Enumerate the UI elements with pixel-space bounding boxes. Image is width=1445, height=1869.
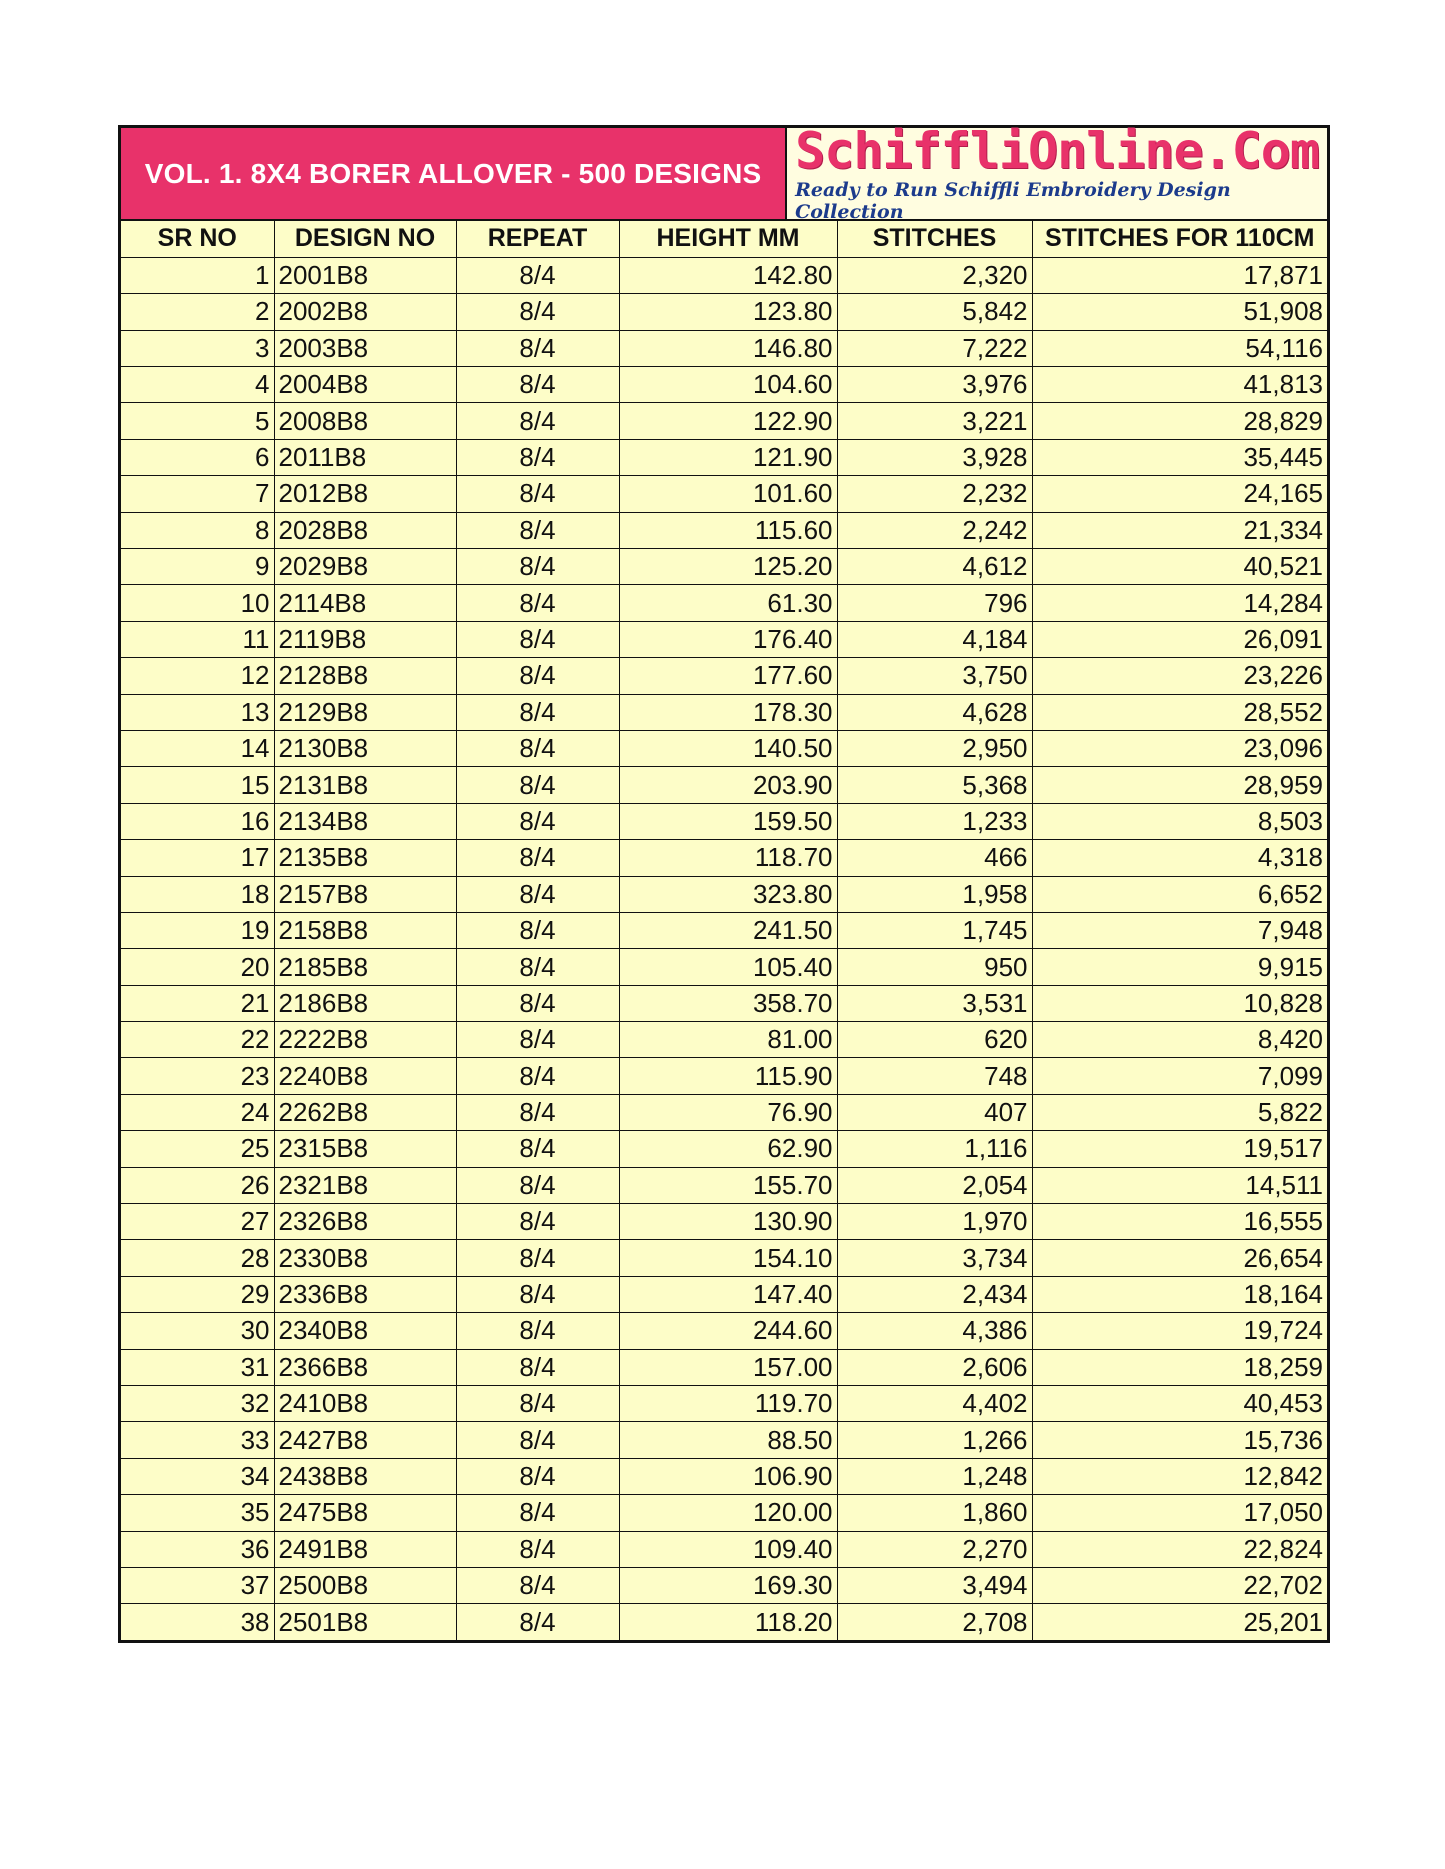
height-mm-cell: 115.60 xyxy=(619,512,837,548)
height-mm-cell: 358.70 xyxy=(619,985,837,1021)
column-header-stitches-110cm: STITCHES FOR 110CM xyxy=(1032,221,1327,257)
sr-no-cell: 9 xyxy=(121,549,274,585)
stitches-cell: 1,266 xyxy=(837,1422,1032,1458)
stitches-cell: 466 xyxy=(837,840,1032,876)
repeat-cell: 8/4 xyxy=(456,1094,619,1130)
height-mm-cell: 81.00 xyxy=(619,1022,837,1058)
sr-no-cell: 22 xyxy=(121,1022,274,1058)
sr-no-cell: 12 xyxy=(121,658,274,694)
stitches-cell: 4,628 xyxy=(837,694,1032,730)
repeat-cell: 8/4 xyxy=(456,1276,619,1312)
table-row xyxy=(121,730,1327,766)
stitches-110cm-cell: 19,517 xyxy=(1032,1131,1327,1167)
repeat-cell: 8/4 xyxy=(456,330,619,366)
table-row xyxy=(121,512,1327,548)
stitches-110cm-cell: 26,091 xyxy=(1032,621,1327,657)
sr-no-cell: 34 xyxy=(121,1458,274,1494)
table-row xyxy=(121,1349,1327,1385)
stitches-110cm-cell: 40,453 xyxy=(1032,1386,1327,1422)
repeat-cell: 8/4 xyxy=(456,621,619,657)
stitches-110cm-cell: 28,959 xyxy=(1032,767,1327,803)
design-list-sheet xyxy=(118,121,1330,1643)
sr-no-cell: 10 xyxy=(121,585,274,621)
stitches-cell: 2,270 xyxy=(837,1531,1032,1567)
height-mm-cell: 104.60 xyxy=(619,367,837,403)
table-row xyxy=(121,694,1327,730)
repeat-cell: 8/4 xyxy=(456,876,619,912)
height-mm-cell: 118.70 xyxy=(619,840,837,876)
stitches-cell: 3,531 xyxy=(837,985,1032,1021)
stitches-110cm-cell: 7,099 xyxy=(1032,1058,1327,1094)
table-row xyxy=(121,1022,1327,1058)
title-row xyxy=(121,121,1327,223)
sr-no-cell: 19 xyxy=(121,912,274,948)
stitches-110cm-cell: 4,318 xyxy=(1032,840,1327,876)
stitches-cell: 407 xyxy=(837,1094,1032,1130)
height-mm-cell: 119.70 xyxy=(619,1386,837,1422)
stitches-cell: 1,860 xyxy=(837,1495,1032,1531)
repeat-cell: 8/4 xyxy=(456,1167,619,1203)
repeat-cell: 8/4 xyxy=(456,1022,619,1058)
repeat-cell: 8/4 xyxy=(456,1240,619,1276)
stitches-110cm-cell: 5,822 xyxy=(1032,1094,1327,1130)
sr-no-cell: 3 xyxy=(121,330,274,366)
stitches-cell: 1,958 xyxy=(837,876,1032,912)
stitches-110cm-cell: 51,908 xyxy=(1032,294,1327,330)
height-mm-cell: 157.00 xyxy=(619,1349,837,1385)
height-mm-cell: 176.40 xyxy=(619,621,837,657)
stitches-110cm-cell: 26,654 xyxy=(1032,1240,1327,1276)
stitches-cell: 4,612 xyxy=(837,549,1032,585)
designs-table xyxy=(121,221,1327,1640)
height-mm-cell: 121.90 xyxy=(619,439,837,475)
stitches-cell: 4,184 xyxy=(837,621,1032,657)
stitches-cell: 1,233 xyxy=(837,803,1032,839)
stitches-cell: 950 xyxy=(837,949,1032,985)
design-no-cell: 2004B8 xyxy=(274,367,456,403)
sr-no-cell: 2 xyxy=(121,294,274,330)
stitches-110cm-cell: 17,871 xyxy=(1032,257,1327,293)
sr-no-cell: 26 xyxy=(121,1167,274,1203)
table-row xyxy=(121,294,1327,330)
sr-no-cell: 7 xyxy=(121,476,274,512)
height-mm-cell: 177.60 xyxy=(619,658,837,694)
design-no-cell: 2262B8 xyxy=(274,1094,456,1130)
height-mm-cell: 130.90 xyxy=(619,1204,837,1240)
logo-wordmark: SchiffliOnline.Com xyxy=(795,121,1319,180)
column-header-sr-no: SR NO xyxy=(121,221,274,257)
design-no-cell: 2008B8 xyxy=(274,403,456,439)
stitches-110cm-cell: 24,165 xyxy=(1032,476,1327,512)
table-row xyxy=(121,1276,1327,1312)
table-row xyxy=(121,367,1327,403)
stitches-cell: 2,606 xyxy=(837,1349,1032,1385)
height-mm-cell: 88.50 xyxy=(619,1422,837,1458)
design-no-cell: 2330B8 xyxy=(274,1240,456,1276)
stitches-cell: 796 xyxy=(837,585,1032,621)
brand-logo xyxy=(787,121,1327,223)
sr-no-cell: 25 xyxy=(121,1131,274,1167)
design-no-cell: 2114B8 xyxy=(274,585,456,621)
stitches-cell: 1,116 xyxy=(837,1131,1032,1167)
design-no-cell: 2003B8 xyxy=(274,330,456,366)
design-no-cell: 2222B8 xyxy=(274,1022,456,1058)
table-row xyxy=(121,1386,1327,1422)
column-header-design-no: DESIGN NO xyxy=(274,221,456,257)
stitches-cell: 2,242 xyxy=(837,512,1032,548)
table-row xyxy=(121,476,1327,512)
table-row xyxy=(121,949,1327,985)
stitches-cell: 3,494 xyxy=(837,1567,1032,1603)
sr-no-cell: 20 xyxy=(121,949,274,985)
table-row xyxy=(121,330,1327,366)
stitches-110cm-cell: 28,829 xyxy=(1032,403,1327,439)
height-mm-cell: 106.90 xyxy=(619,1458,837,1494)
design-no-cell: 2240B8 xyxy=(274,1058,456,1094)
stitches-cell: 3,221 xyxy=(837,403,1032,439)
design-no-cell: 2129B8 xyxy=(274,694,456,730)
sr-no-cell: 31 xyxy=(121,1349,274,1385)
repeat-cell: 8/4 xyxy=(456,1058,619,1094)
document-title: VOL. 1. 8X4 BORER ALLOVER - 500 DESIGNS xyxy=(121,128,787,219)
height-mm-cell: 122.90 xyxy=(619,403,837,439)
stitches-cell: 3,928 xyxy=(837,439,1032,475)
height-mm-cell: 125.20 xyxy=(619,549,837,585)
table-row xyxy=(121,1094,1327,1130)
stitches-110cm-cell: 23,226 xyxy=(1032,658,1327,694)
table-header-row xyxy=(121,221,1327,257)
height-mm-cell: 76.90 xyxy=(619,1094,837,1130)
repeat-cell: 8/4 xyxy=(456,730,619,766)
height-mm-cell: 101.60 xyxy=(619,476,837,512)
column-header-repeat: REPEAT xyxy=(456,221,619,257)
design-no-cell: 2475B8 xyxy=(274,1495,456,1531)
height-mm-cell: 109.40 xyxy=(619,1531,837,1567)
stitches-cell: 2,232 xyxy=(837,476,1032,512)
design-no-cell: 2001B8 xyxy=(274,257,456,293)
height-mm-cell: 62.90 xyxy=(619,1131,837,1167)
sr-no-cell: 35 xyxy=(121,1495,274,1531)
stitches-110cm-cell: 22,824 xyxy=(1032,1531,1327,1567)
sr-no-cell: 1 xyxy=(121,257,274,293)
stitches-110cm-cell: 17,050 xyxy=(1032,1495,1327,1531)
height-mm-cell: 159.50 xyxy=(619,803,837,839)
stitches-cell: 4,402 xyxy=(837,1386,1032,1422)
table-row xyxy=(121,621,1327,657)
stitches-110cm-cell: 28,552 xyxy=(1032,694,1327,730)
stitches-cell: 5,842 xyxy=(837,294,1032,330)
design-no-cell: 2130B8 xyxy=(274,730,456,766)
column-header-height-mm: HEIGHT MM xyxy=(619,221,837,257)
design-no-cell: 2321B8 xyxy=(274,1167,456,1203)
stitches-110cm-cell: 10,828 xyxy=(1032,985,1327,1021)
design-no-cell: 2029B8 xyxy=(274,549,456,585)
stitches-110cm-cell: 21,334 xyxy=(1032,512,1327,548)
repeat-cell: 8/4 xyxy=(456,294,619,330)
design-no-cell: 2002B8 xyxy=(274,294,456,330)
sr-no-cell: 6 xyxy=(121,439,274,475)
stitches-cell: 2,434 xyxy=(837,1276,1032,1312)
table-row xyxy=(121,1458,1327,1494)
design-no-cell: 2131B8 xyxy=(274,767,456,803)
design-no-cell: 2500B8 xyxy=(274,1567,456,1603)
table-row xyxy=(121,439,1327,475)
repeat-cell: 8/4 xyxy=(456,1349,619,1385)
design-no-cell: 2158B8 xyxy=(274,912,456,948)
stitches-cell: 3,750 xyxy=(837,658,1032,694)
repeat-cell: 8/4 xyxy=(456,585,619,621)
stitches-cell: 7,222 xyxy=(837,330,1032,366)
sr-no-cell: 21 xyxy=(121,985,274,1021)
stitches-110cm-cell: 9,915 xyxy=(1032,949,1327,985)
stitches-110cm-cell: 14,284 xyxy=(1032,585,1327,621)
sr-no-cell: 36 xyxy=(121,1531,274,1567)
sr-no-cell: 27 xyxy=(121,1204,274,1240)
stitches-110cm-cell: 23,096 xyxy=(1032,730,1327,766)
stitches-cell: 2,054 xyxy=(837,1167,1032,1203)
design-no-cell: 2185B8 xyxy=(274,949,456,985)
design-no-cell: 2501B8 xyxy=(274,1604,456,1640)
table-row xyxy=(121,1167,1327,1203)
repeat-cell: 8/4 xyxy=(456,912,619,948)
table-body xyxy=(121,257,1327,1640)
sr-no-cell: 30 xyxy=(121,1313,274,1349)
stitches-cell: 1,970 xyxy=(837,1204,1032,1240)
stitches-110cm-cell: 18,259 xyxy=(1032,1349,1327,1385)
height-mm-cell: 142.80 xyxy=(619,257,837,293)
repeat-cell: 8/4 xyxy=(456,257,619,293)
table-row xyxy=(121,403,1327,439)
height-mm-cell: 123.80 xyxy=(619,294,837,330)
stitches-110cm-cell: 19,724 xyxy=(1032,1313,1327,1349)
sr-no-cell: 14 xyxy=(121,730,274,766)
sr-no-cell: 37 xyxy=(121,1567,274,1603)
sr-no-cell: 38 xyxy=(121,1604,274,1640)
height-mm-cell: 118.20 xyxy=(619,1604,837,1640)
height-mm-cell: 147.40 xyxy=(619,1276,837,1312)
design-no-cell: 2315B8 xyxy=(274,1131,456,1167)
stitches-110cm-cell: 6,652 xyxy=(1032,876,1327,912)
table-row xyxy=(121,1313,1327,1349)
table-row xyxy=(121,876,1327,912)
stitches-cell: 1,248 xyxy=(837,1458,1032,1494)
stitches-110cm-cell: 35,445 xyxy=(1032,439,1327,475)
table-row xyxy=(121,585,1327,621)
height-mm-cell: 146.80 xyxy=(619,330,837,366)
design-no-cell: 2012B8 xyxy=(274,476,456,512)
design-no-cell: 2119B8 xyxy=(274,621,456,657)
stitches-110cm-cell: 15,736 xyxy=(1032,1422,1327,1458)
table-row xyxy=(121,257,1327,293)
height-mm-cell: 115.90 xyxy=(619,1058,837,1094)
repeat-cell: 8/4 xyxy=(456,1458,619,1494)
sr-no-cell: 16 xyxy=(121,803,274,839)
stitches-cell: 748 xyxy=(837,1058,1032,1094)
stitches-110cm-cell: 41,813 xyxy=(1032,367,1327,403)
design-no-cell: 2366B8 xyxy=(274,1349,456,1385)
repeat-cell: 8/4 xyxy=(456,1386,619,1422)
repeat-cell: 8/4 xyxy=(456,1567,619,1603)
sr-no-cell: 28 xyxy=(121,1240,274,1276)
repeat-cell: 8/4 xyxy=(456,476,619,512)
repeat-cell: 8/4 xyxy=(456,1313,619,1349)
repeat-cell: 8/4 xyxy=(456,840,619,876)
stitches-cell: 5,368 xyxy=(837,767,1032,803)
height-mm-cell: 155.70 xyxy=(619,1167,837,1203)
table-row xyxy=(121,658,1327,694)
table-row xyxy=(121,840,1327,876)
design-no-cell: 2438B8 xyxy=(274,1458,456,1494)
stitches-110cm-cell: 22,702 xyxy=(1032,1567,1327,1603)
table-row xyxy=(121,985,1327,1021)
repeat-cell: 8/4 xyxy=(456,803,619,839)
sr-no-cell: 17 xyxy=(121,840,274,876)
sr-no-cell: 11 xyxy=(121,621,274,657)
sr-no-cell: 33 xyxy=(121,1422,274,1458)
repeat-cell: 8/4 xyxy=(456,694,619,730)
design-no-cell: 2491B8 xyxy=(274,1531,456,1567)
repeat-cell: 8/4 xyxy=(456,1495,619,1531)
sr-no-cell: 18 xyxy=(121,876,274,912)
design-no-cell: 2135B8 xyxy=(274,840,456,876)
column-header-stitches: STITCHES xyxy=(837,221,1032,257)
sr-no-cell: 24 xyxy=(121,1094,274,1130)
design-no-cell: 2028B8 xyxy=(274,512,456,548)
table-row xyxy=(121,1131,1327,1167)
table-row xyxy=(121,1058,1327,1094)
height-mm-cell: 203.90 xyxy=(619,767,837,803)
sr-no-cell: 13 xyxy=(121,694,274,730)
stitches-cell: 1,745 xyxy=(837,912,1032,948)
stitches-110cm-cell: 40,521 xyxy=(1032,549,1327,585)
sr-no-cell: 15 xyxy=(121,767,274,803)
height-mm-cell: 105.40 xyxy=(619,949,837,985)
table-row xyxy=(121,1204,1327,1240)
repeat-cell: 8/4 xyxy=(456,767,619,803)
repeat-cell: 8/4 xyxy=(456,549,619,585)
sr-no-cell: 4 xyxy=(121,367,274,403)
design-no-cell: 2128B8 xyxy=(274,658,456,694)
sr-no-cell: 32 xyxy=(121,1386,274,1422)
design-no-cell: 2157B8 xyxy=(274,876,456,912)
table-row xyxy=(121,767,1327,803)
repeat-cell: 8/4 xyxy=(456,367,619,403)
table-row xyxy=(121,549,1327,585)
stitches-cell: 4,386 xyxy=(837,1313,1032,1349)
stitches-110cm-cell: 54,116 xyxy=(1032,330,1327,366)
logo-tagline: Ready to Run Schiffli Embroidery Design Collection xyxy=(795,178,1231,223)
design-no-cell: 2011B8 xyxy=(274,439,456,475)
repeat-cell: 8/4 xyxy=(456,658,619,694)
repeat-cell: 8/4 xyxy=(456,985,619,1021)
repeat-cell: 8/4 xyxy=(456,403,619,439)
repeat-cell: 8/4 xyxy=(456,439,619,475)
repeat-cell: 8/4 xyxy=(456,1422,619,1458)
repeat-cell: 8/4 xyxy=(456,512,619,548)
stitches-110cm-cell: 8,503 xyxy=(1032,803,1327,839)
sr-no-cell: 8 xyxy=(121,512,274,548)
table-row xyxy=(121,1422,1327,1458)
height-mm-cell: 154.10 xyxy=(619,1240,837,1276)
height-mm-cell: 178.30 xyxy=(619,694,837,730)
design-no-cell: 2427B8 xyxy=(274,1422,456,1458)
height-mm-cell: 61.30 xyxy=(619,585,837,621)
height-mm-cell: 169.30 xyxy=(619,1567,837,1603)
stitches-cell: 2,708 xyxy=(837,1604,1032,1640)
stitches-cell: 2,320 xyxy=(837,257,1032,293)
design-no-cell: 2326B8 xyxy=(274,1204,456,1240)
height-mm-cell: 323.80 xyxy=(619,876,837,912)
design-no-cell: 2186B8 xyxy=(274,985,456,1021)
stitches-110cm-cell: 7,948 xyxy=(1032,912,1327,948)
table-row xyxy=(121,803,1327,839)
repeat-cell: 8/4 xyxy=(456,1531,619,1567)
repeat-cell: 8/4 xyxy=(456,1204,619,1240)
table-row xyxy=(121,1240,1327,1276)
table-row xyxy=(121,1567,1327,1603)
design-no-cell: 2410B8 xyxy=(274,1386,456,1422)
stitches-cell: 620 xyxy=(837,1022,1032,1058)
stitches-110cm-cell: 14,511 xyxy=(1032,1167,1327,1203)
height-mm-cell: 241.50 xyxy=(619,912,837,948)
repeat-cell: 8/4 xyxy=(456,949,619,985)
table-row xyxy=(121,1531,1327,1567)
height-mm-cell: 140.50 xyxy=(619,730,837,766)
sr-no-cell: 23 xyxy=(121,1058,274,1094)
repeat-cell: 8/4 xyxy=(456,1604,619,1640)
sr-no-cell: 29 xyxy=(121,1276,274,1312)
height-mm-cell: 244.60 xyxy=(619,1313,837,1349)
stitches-cell: 2,950 xyxy=(837,730,1032,766)
design-no-cell: 2340B8 xyxy=(274,1313,456,1349)
stitches-110cm-cell: 8,420 xyxy=(1032,1022,1327,1058)
stitches-110cm-cell: 16,555 xyxy=(1032,1204,1327,1240)
height-mm-cell: 120.00 xyxy=(619,1495,837,1531)
table-row xyxy=(121,1495,1327,1531)
stitches-110cm-cell: 25,201 xyxy=(1032,1604,1327,1640)
stitches-cell: 3,976 xyxy=(837,367,1032,403)
table-row xyxy=(121,1604,1327,1640)
design-no-cell: 2134B8 xyxy=(274,803,456,839)
stitches-cell: 3,734 xyxy=(837,1240,1032,1276)
table-row xyxy=(121,912,1327,948)
sr-no-cell: 5 xyxy=(121,403,274,439)
stitches-110cm-cell: 12,842 xyxy=(1032,1458,1327,1494)
design-no-cell: 2336B8 xyxy=(274,1276,456,1312)
repeat-cell: 8/4 xyxy=(456,1131,619,1167)
stitches-110cm-cell: 18,164 xyxy=(1032,1276,1327,1312)
